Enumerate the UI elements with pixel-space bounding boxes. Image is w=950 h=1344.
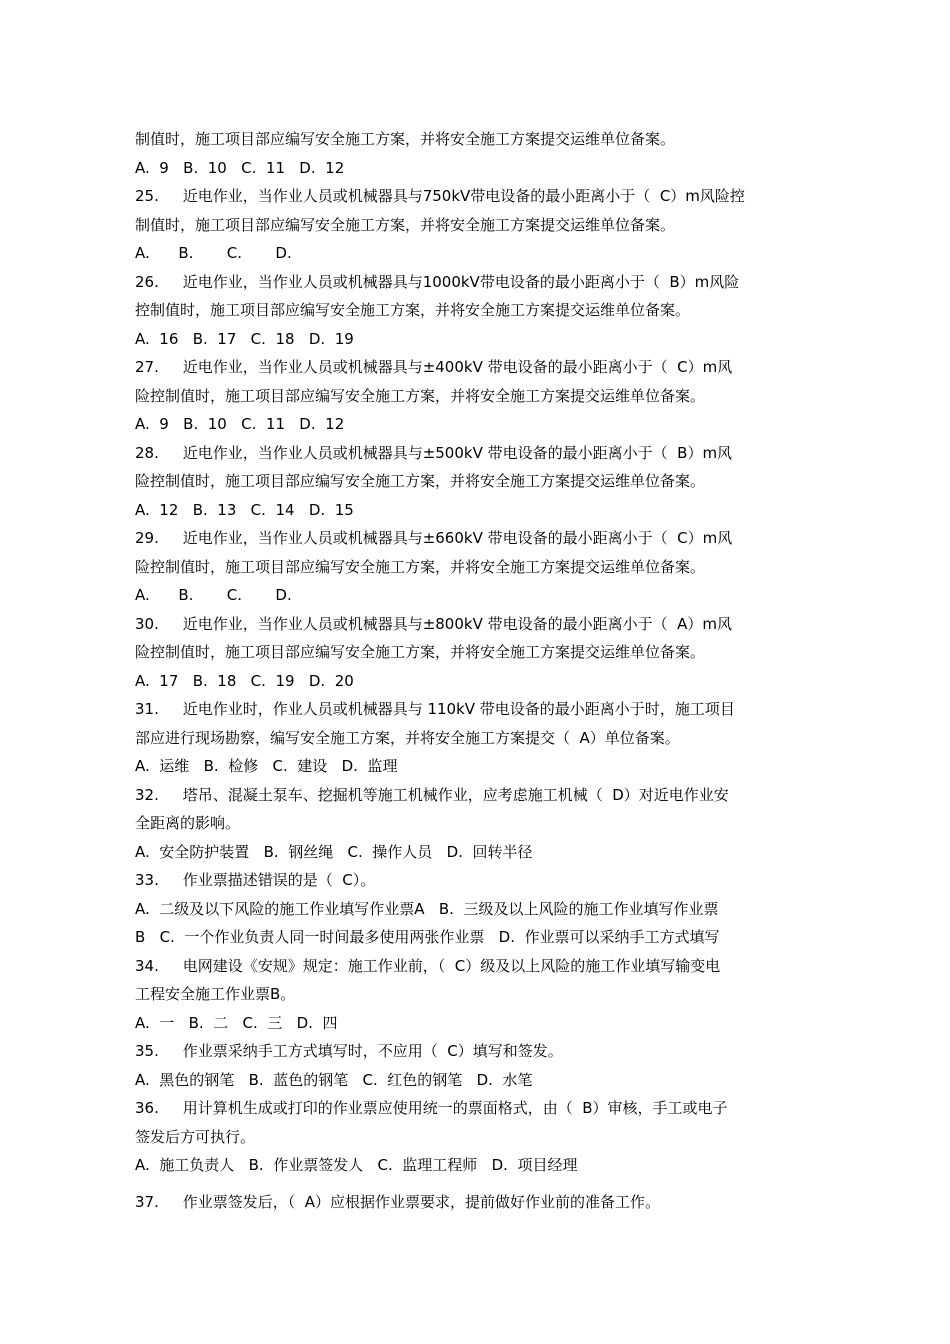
question-25: 25. 近电作业，当作业人员或机械器具与750kV带电设备的最小距离小于（ C）m风险控 — [135, 187, 745, 205]
options-line: A. 16 B. 17 C. 18 D. 19 — [135, 329, 354, 348]
options-line: B C. 一个作业负责人同一时间最多使用两张作业票 D. 作业票可以采纳手工方式填写 — [135, 928, 720, 946]
question-33: 33. 作业票描述错误的是（ C）。 — [135, 871, 376, 889]
text-line: 制值时，施工项目部应编写安全施工方案，并将安全施工方案提交运维单位备案。 — [135, 215, 676, 234]
options-line: A. 安全防护装置 B. 钢丝绳 C. 操作人员 D. 回转半径 — [135, 842, 533, 861]
text-line: 全距离的影响。 — [135, 814, 241, 832]
question-35: 35. 作业票采纳手工方式填写时，不应用（ C）填写和签发。 — [135, 1042, 563, 1060]
text-line: 险控制值时，施工项目部应编写安全施工方案，并将安全施工方案提交运维单位备案。 — [135, 643, 706, 661]
text-line: 部应进行现场勘察，编写安全施工方案，并将安全施工方案提交（ A）单位备案。 — [135, 728, 680, 747]
question-30: 30. 近电作业，当作业人员或机械器具与±800kV 带电设备的最小距离小于（ A）m风 — [135, 614, 733, 633]
question-31: 31. 近电作业时，作业人员或机械器具与 110kV 带电设备的最小距离小于时，施工项目 — [135, 700, 735, 718]
options-line: A. 17 B. 18 C. 19 D. 20 — [135, 671, 354, 690]
question-28: 28. 近电作业，当作业人员或机械器具与±500kV 带电设备的最小距离小于（ B）m风 — [135, 443, 733, 462]
question-26: 26. 近电作业，当作业人员或机械器具与1000kV带电设备的最小距离小于（ B）m风险 — [135, 272, 740, 291]
question-32: 32. 塔吊、混凝土泵车、挖掘机等施工机械作业，应考虑施工机械（ D）对近电作业安 — [135, 785, 729, 804]
options-line: A. 二级及以下风险的施工作业填写作业票A B. 三级及以上风险的施工作业填写作业票 — [135, 899, 719, 918]
text-line: 签发后方可执行。 — [135, 1127, 256, 1146]
options-line: A. 黑色的钢笔 B. 蓝色的钢笔 C. 红色的钢笔 D. 水笔 — [135, 1070, 533, 1089]
text-line: 控制值时，施工项目部应编写安全施工方案，并将安全施工方案提交运维单位备案。 — [135, 301, 691, 319]
question-36: 36. 用计算机生成或打印的作业票应使用统一的票面格式，由（ B）审核，手工或电子 — [135, 1099, 728, 1117]
question-27: 27. 近电作业，当作业人员或机械器具与±400kV 带电设备的最小距离小于（ C）m风 — [135, 358, 733, 376]
text-line: 制值时，施工项目部应编写安全施工方案，并将安全施工方案提交运维单位备案。 — [135, 130, 676, 148]
question-37: 37. 作业票签发后，（ A）应根据作业票要求，提前做好作业前的准备工作。 — [135, 1192, 660, 1211]
question-29: 29. 近电作业，当作业人员或机械器具与±660kV 带电设备的最小距离小于（ C）m风 — [135, 529, 733, 547]
options-line: A. 9 B. 10 C. 11 D. 12 — [135, 158, 345, 177]
document-page — [135, 125, 820, 1216]
paragraph-gap — [135, 1180, 820, 1188]
text-line: 险控制值时，施工项目部应编写安全施工方案，并将安全施工方案提交运维单位备案。 — [135, 386, 706, 405]
options-line: A. 运维 B. 检修 C. 建设 D. 监理 — [135, 757, 398, 775]
question-34: 34. 电网建设《安规》规定：施工作业前，（ C）级及以上风险的施工作业填写输变电 — [135, 956, 721, 975]
options-line: A. 施工负责人 B. 作业票签发人 C. 监理工程师 D. 项目经理 — [135, 1156, 578, 1174]
text-line: 险控制值时，施工项目部应编写安全施工方案，并将安全施工方案提交运维单位备案。 — [135, 557, 706, 576]
options-line: A. B. C. D. — [135, 586, 292, 604]
text-line: 工程安全施工作业票B。 — [135, 985, 296, 1003]
options-line: A. 12 B. 13 C. 14 D. 15 — [135, 500, 354, 519]
text-line: 险控制值时，施工项目部应编写安全施工方案，并将安全施工方案提交运维单位备案。 — [135, 472, 706, 490]
options-line: A. 一 B. 二 C. 三 D. 四 — [135, 1013, 338, 1032]
options-line: A. 9 B. 10 C. 11 D. 12 — [135, 415, 345, 433]
options-line: A. B. C. D. — [135, 244, 292, 262]
